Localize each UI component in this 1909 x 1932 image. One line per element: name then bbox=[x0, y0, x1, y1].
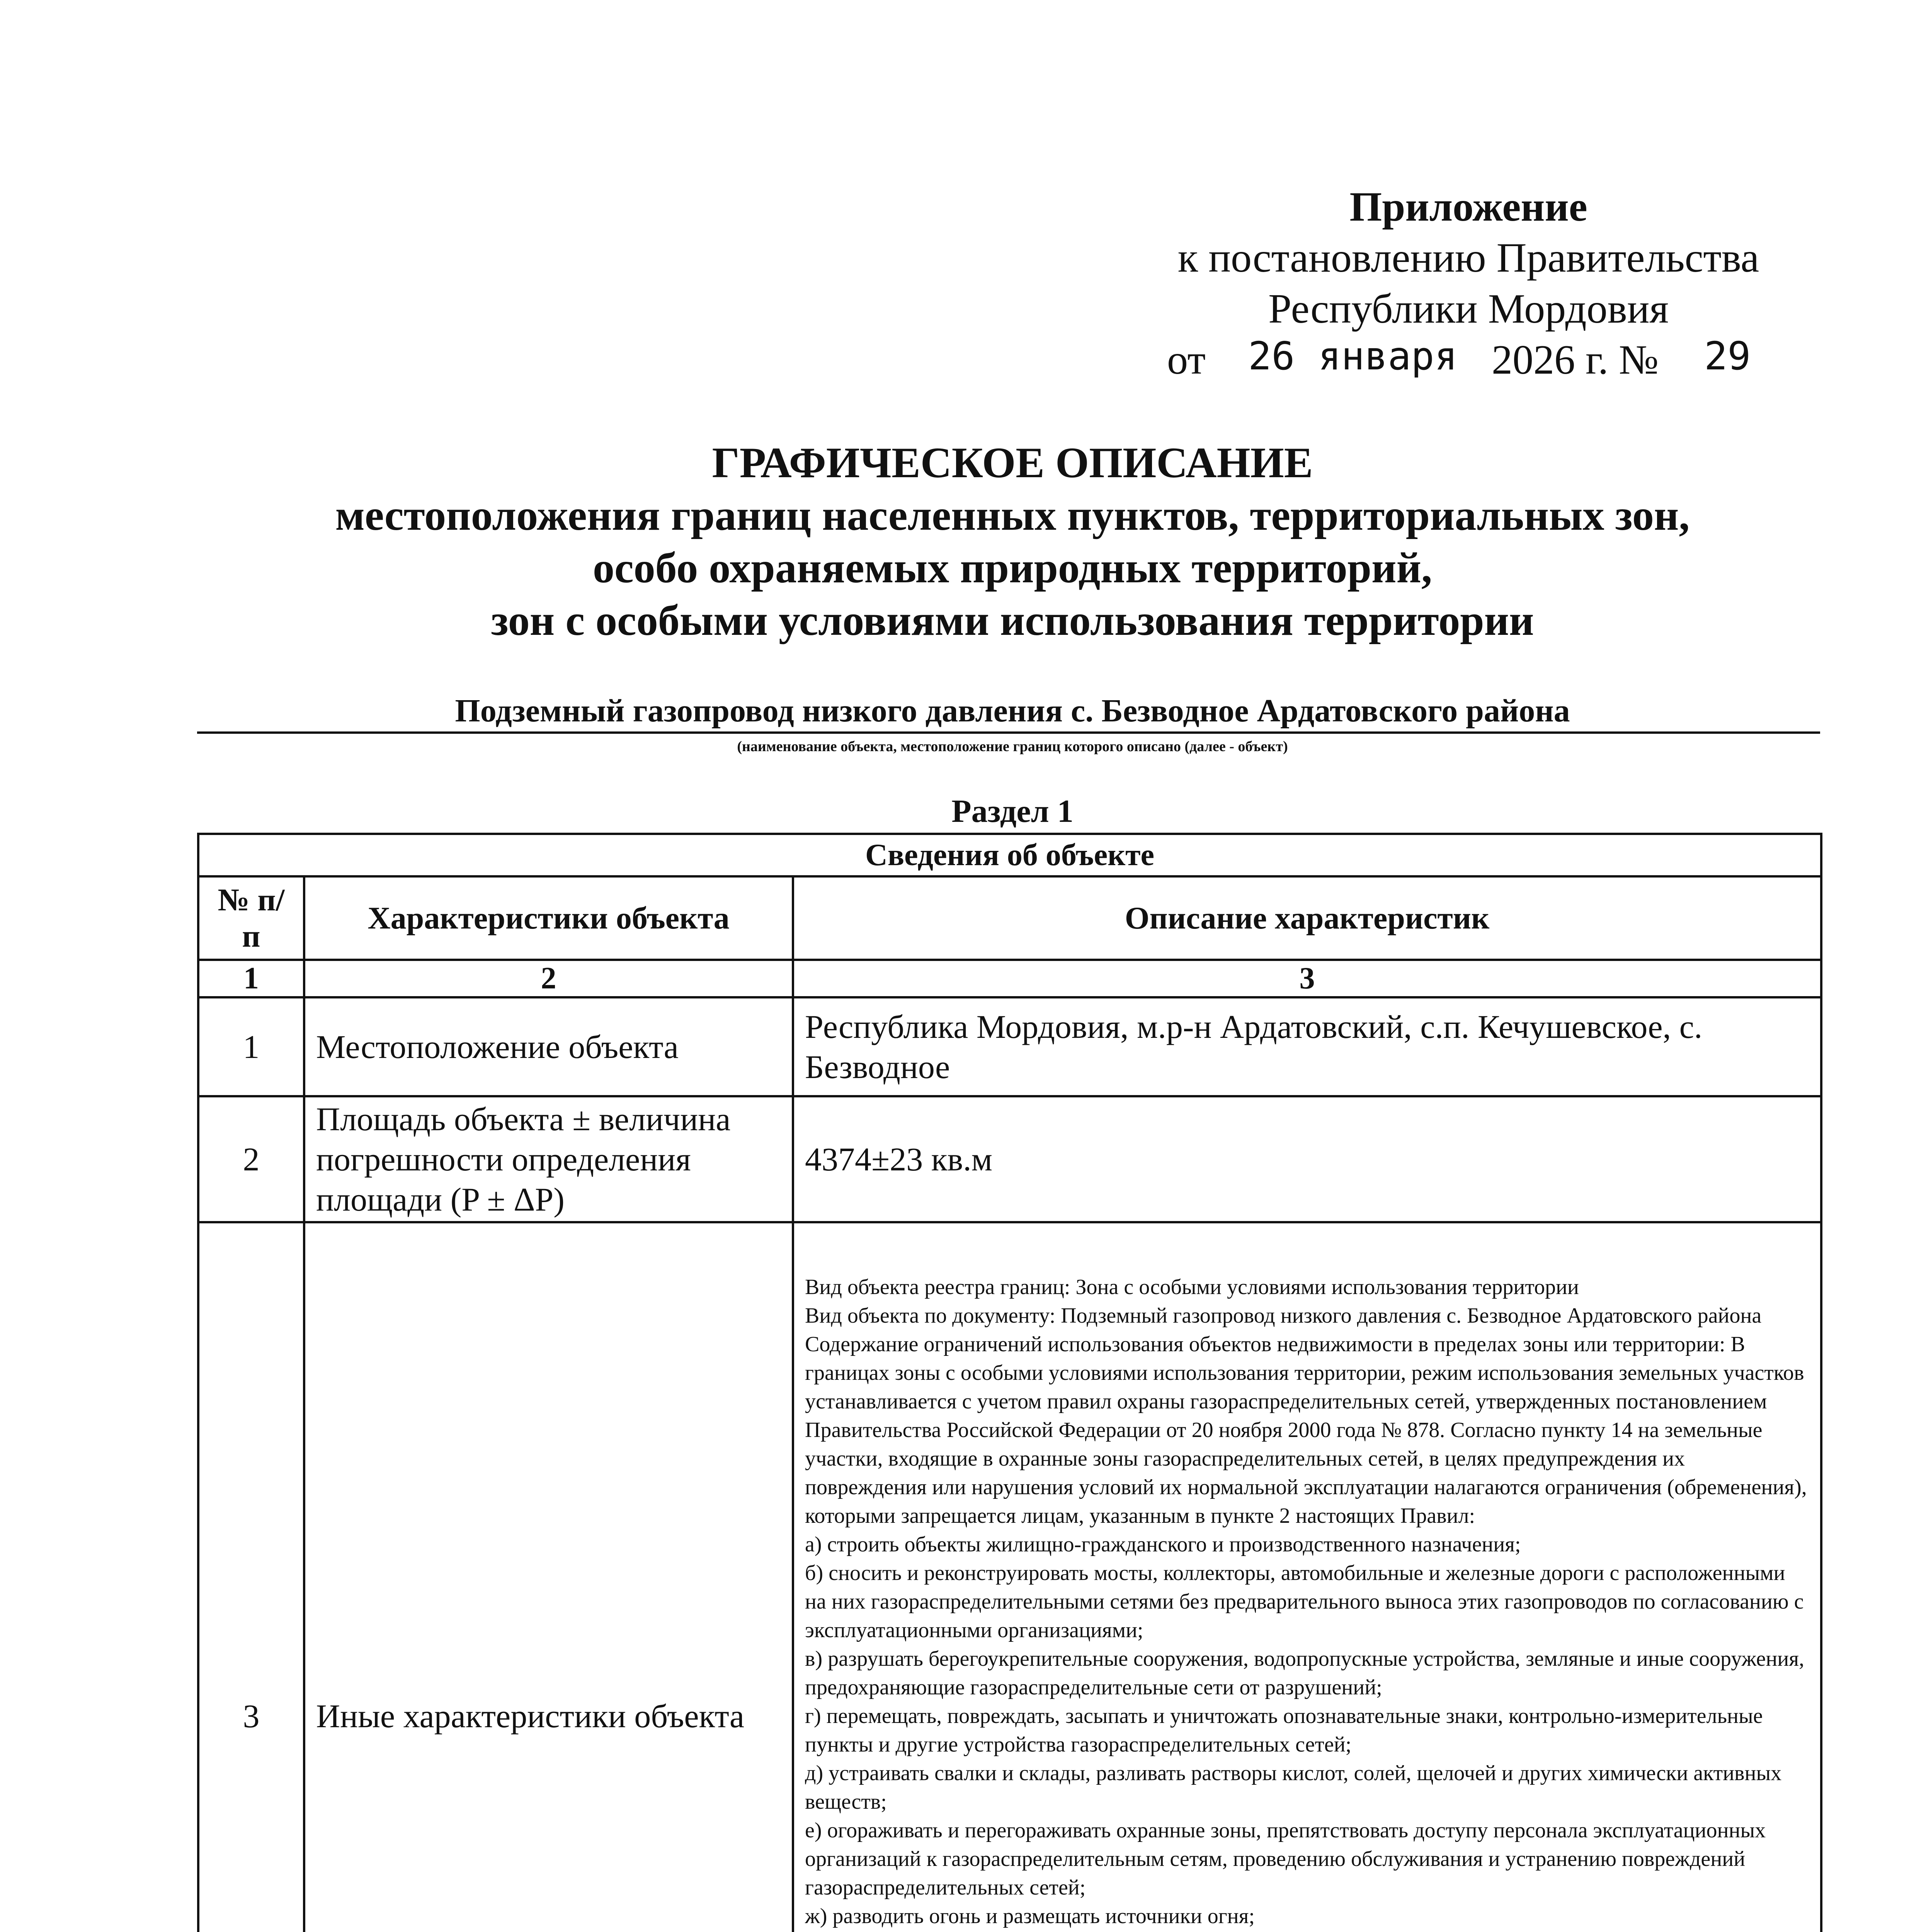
appendix-number: 29 bbox=[1704, 333, 1751, 379]
header-characteristic: Характеристики объекта bbox=[304, 876, 793, 960]
column-number-3: 3 bbox=[793, 960, 1821, 997]
table-header-row bbox=[198, 876, 1821, 960]
row-characteristic: Местоположение объекта bbox=[304, 997, 793, 1096]
appendix-line-1: к постановлению Правительства bbox=[1177, 235, 1759, 281]
row-number: 2 bbox=[198, 1096, 304, 1222]
description-line: в) разрушать берегоукрепительные сооружения, водопропускные устройства, земляные и иные сооружения, предохраняющие газораспределительные сети от разрушений; bbox=[805, 1647, 1805, 1699]
object-name-caption: (наименование объекта, местоположение границ которого описано (далее - объект) bbox=[737, 738, 1288, 755]
table-row bbox=[198, 1096, 1821, 1222]
appendix-from: от bbox=[1167, 337, 1206, 383]
row-description: Республика Мордовия, м.р-н Ардатовский, с.п. Кечушевское, с. Безводное bbox=[793, 997, 1821, 1096]
object-name-underline bbox=[197, 731, 1820, 734]
document-title-line-3: особо охраняемых природных территорий, bbox=[592, 544, 1433, 592]
description-line: е) огораживать и перегораживать охранные зоны, препятствовать доступу персонала эксплуатационных организаций к газораспределительным сетям, проведению обслуживания и устранению повреждений газораспределительных сетей; bbox=[805, 1818, 1766, 1900]
document-title-line-1: ГРАФИЧЕСКОЕ ОПИСАНИЕ bbox=[712, 439, 1313, 487]
row-description bbox=[793, 1222, 1821, 1932]
table-row bbox=[198, 997, 1821, 1096]
row-characteristic: Иные характеристики объекта bbox=[304, 1222, 793, 1932]
appendix-day-month: 26 января bbox=[1248, 333, 1458, 379]
appendix-date-line bbox=[1121, 335, 1816, 386]
description-line: а) строить объекты жилищно-гражданского и производственного назначения; bbox=[805, 1532, 1521, 1556]
description-line: д) устраивать свалки и склады, разливать растворы кислот, солей, щелочей и других химически активных веществ; bbox=[805, 1761, 1782, 1814]
appendix-block bbox=[1121, 182, 1816, 386]
row-characteristic: Площадь объекта ± величина погрешности определения площади (P ± ΔP) bbox=[304, 1096, 793, 1222]
description-line: Вид объекта по документу: Подземный газопровод низкого давления с. Безводное Ардатовского района bbox=[805, 1304, 1762, 1328]
description-line: Вид объекта реестра границ: Зона с особыми условиями использования территории bbox=[805, 1275, 1579, 1299]
appendix-year: 2026 г. № bbox=[1492, 337, 1659, 383]
description-line: б) сносить и реконструировать мосты, коллекторы, автомобильные и железные дороги с расположенными на них газораспределительными сетями без предварительного выноса этих газопроводов по согласованию с эксплуатационными организациями; bbox=[805, 1561, 1804, 1642]
document-title-line-4: зон с особыми условиями использования территории bbox=[491, 597, 1534, 645]
row-number: 3 bbox=[198, 1222, 304, 1932]
description-line: г) перемещать, повреждать, засыпать и уничтожать опознавательные знаки, контрольно-измерительные пункты и другие устройства газораспределительных сетей; bbox=[805, 1704, 1763, 1757]
appendix-line-2: Республики Мордовия bbox=[1268, 286, 1669, 332]
table-caption-row bbox=[198, 834, 1821, 876]
table-row bbox=[198, 1222, 1821, 1932]
column-number-2: 2 bbox=[304, 960, 793, 997]
row-description: 4374±23 кв.м bbox=[793, 1096, 1821, 1222]
description-line bbox=[805, 1930, 1809, 1932]
section-title: Раздел 1 bbox=[951, 793, 1074, 829]
appendix-title: Приложение bbox=[1349, 184, 1587, 230]
document-title bbox=[193, 437, 1832, 647]
description-line: ж) разводить огонь и размещать источники огня; bbox=[805, 1904, 1255, 1928]
object-name: Подземный газопровод низкого давления с. Безводное Ардатовского района bbox=[455, 693, 1570, 729]
document-title-line-2: местоположения границ населенных пунктов, территориальных зон, bbox=[335, 492, 1690, 539]
description-line: Содержание ограничений использования объектов недвижимости в пределах зоны или территории: В границах зоны с особыми условиями использования территории, режим использования земельных участков устанавливается с учетом правил охраны газораспределительных сетей, утвержденных постановлением Правительства Российской Федерации от 20 ноября 2000 года № 878. Согласно пункту 14 на земельные участки, входящие в охранные зоны газораспределительных сетей, в целях предупреждения их повреждения или нарушения условий их нормальной эксплуатации налагаются ограничения (обременения), которыми запрещается лицам, указанным в пункте 2 настоящих Правил: bbox=[805, 1332, 1807, 1528]
row-number: 1 bbox=[198, 997, 304, 1096]
header-description: Описание характеристик bbox=[793, 876, 1821, 960]
header-number: № п/п bbox=[198, 876, 304, 960]
column-number-1: 1 bbox=[198, 960, 304, 997]
column-number-row bbox=[198, 960, 1821, 997]
table-caption: Сведения об объекте bbox=[198, 834, 1821, 876]
object-info-table bbox=[197, 833, 1822, 1932]
